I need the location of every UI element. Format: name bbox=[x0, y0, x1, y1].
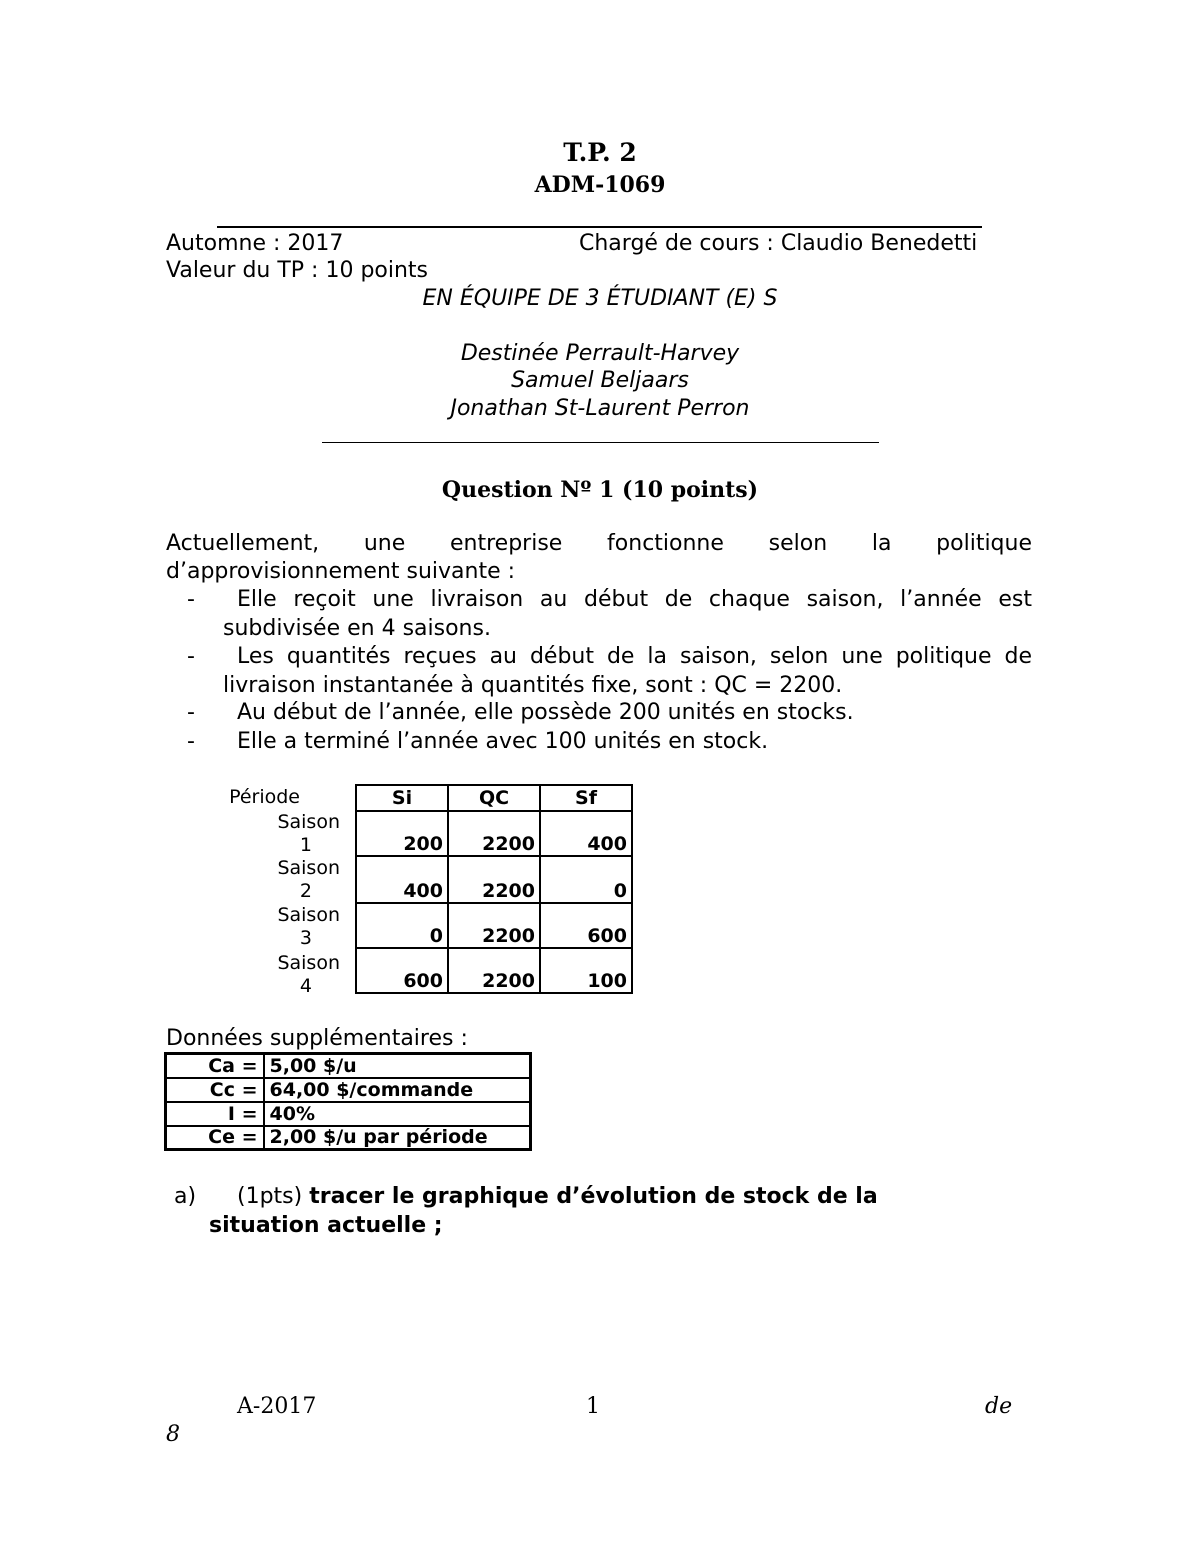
col-header-sf: Sf bbox=[540, 785, 632, 811]
cell-sf: 400 bbox=[540, 811, 632, 856]
table-row bbox=[356, 811, 632, 856]
bullet-2-line-1: Les quantités reçues au début de la saison, selon une politique de bbox=[237, 644, 1032, 669]
period-label-2 bbox=[240, 857, 340, 903]
param-key: I = bbox=[166, 1102, 264, 1126]
cell-si: 0 bbox=[356, 903, 448, 948]
instructor-label: Chargé de cours : Claudio Benedetti bbox=[579, 231, 978, 256]
task-a-marker: a) bbox=[174, 1184, 197, 1209]
cell-si: 600 bbox=[356, 948, 448, 993]
bullet-3-line-1: Au début de l’année, elle possède 200 unités en stocks. bbox=[237, 700, 854, 725]
cell-qc: 2200 bbox=[448, 903, 540, 948]
table-row bbox=[166, 1054, 531, 1078]
param-key: Cc = bbox=[166, 1078, 264, 1102]
task-a-text-1: tracer le graphique d’évolution de stock de la bbox=[309, 1184, 878, 1209]
period-table bbox=[355, 784, 633, 994]
period-label-2-word: Saison bbox=[277, 857, 340, 879]
param-value: 40% bbox=[264, 1102, 531, 1126]
period-label-4-num: 4 bbox=[299, 975, 312, 997]
param-key: Ca = bbox=[166, 1054, 264, 1078]
param-value: 2,00 $/u par période bbox=[264, 1126, 531, 1150]
period-label-3-word: Saison bbox=[277, 904, 340, 926]
period-label-4 bbox=[240, 952, 340, 998]
team-label: EN ÉQUIPE DE 3 ÉTUDIANT (E) S bbox=[422, 286, 778, 311]
bullet-mark-3: - bbox=[187, 700, 195, 725]
member-1: Destinée Perrault-Harvey bbox=[460, 341, 740, 366]
member-2: Samuel Beljaars bbox=[511, 368, 689, 393]
term-label: Automne : 2017 bbox=[166, 231, 344, 256]
header-divider bbox=[217, 226, 982, 228]
period-header-label: Période bbox=[229, 786, 300, 808]
param-value: 64,00 $/commande bbox=[264, 1078, 531, 1102]
bullet-2-line-2: livraison instantanée à quantités fixe, sont : QC = 2200. bbox=[223, 673, 843, 698]
bullet-1-line-1: Elle reçoit une livraison au début de chaque saison, l’année est bbox=[237, 587, 1032, 612]
cell-sf: 100 bbox=[540, 948, 632, 993]
table-row bbox=[356, 856, 632, 903]
period-label-3 bbox=[240, 904, 340, 950]
intro-line-1: Actuellement, une entreprise fonctionne selon la politique bbox=[166, 531, 1032, 556]
cell-si: 200 bbox=[356, 811, 448, 856]
cell-qc: 2200 bbox=[448, 948, 540, 993]
period-label-1-word: Saison bbox=[277, 811, 340, 833]
supplementary-title: Données supplémentaires : bbox=[166, 1026, 468, 1051]
period-label-4-word: Saison bbox=[277, 952, 340, 974]
value-label: Valeur du TP : 10 points bbox=[166, 258, 429, 283]
cell-qc: 2200 bbox=[448, 811, 540, 856]
bullet-mark-1: - bbox=[187, 587, 195, 612]
cell-qc: 2200 bbox=[448, 856, 540, 903]
course-code: ADM-1069 bbox=[534, 172, 666, 198]
footer-total-pages: 8 bbox=[166, 1422, 180, 1447]
footer-page-number: 1 bbox=[586, 1394, 600, 1419]
member-3: Jonathan St-Laurent Perron bbox=[450, 396, 750, 421]
cell-sf: 0 bbox=[540, 856, 632, 903]
table-row bbox=[356, 903, 632, 948]
task-a-line-1 bbox=[237, 1184, 878, 1209]
table-row bbox=[166, 1126, 531, 1150]
period-label-3-num: 3 bbox=[299, 927, 312, 949]
question-title: Question Nº 1 (10 points) bbox=[441, 477, 759, 503]
period-label-1-num: 1 bbox=[299, 834, 312, 856]
period-label-1 bbox=[240, 811, 340, 857]
table-row bbox=[356, 948, 632, 993]
bullet-mark-4: - bbox=[187, 729, 195, 754]
intro-line-2: d’approvisionnement suivante : bbox=[166, 559, 516, 584]
table-row bbox=[166, 1102, 531, 1126]
supplementary-table bbox=[164, 1052, 532, 1151]
bullet-1-line-2: subdivisée en 4 saisons. bbox=[223, 616, 491, 641]
period-label-2-num: 2 bbox=[299, 880, 312, 902]
period-table-header bbox=[356, 785, 632, 811]
document-title: T.P. 2 bbox=[563, 138, 637, 167]
cell-sf: 600 bbox=[540, 903, 632, 948]
members-divider bbox=[322, 442, 879, 443]
bullet-mark-2: - bbox=[187, 644, 195, 669]
table-row bbox=[166, 1078, 531, 1102]
footer-de: de bbox=[985, 1394, 1013, 1419]
col-header-qc: QC bbox=[448, 785, 540, 811]
param-value: 5,00 $/u bbox=[264, 1054, 531, 1078]
col-header-si: Si bbox=[356, 785, 448, 811]
bullet-4-line-1: Elle a terminé l’année avec 100 unités en stock. bbox=[237, 729, 769, 754]
task-a-line-2: situation actuelle ; bbox=[209, 1213, 443, 1238]
cell-si: 400 bbox=[356, 856, 448, 903]
task-a-points: (1pts) bbox=[237, 1184, 303, 1209]
footer-term: A-2017 bbox=[237, 1394, 317, 1419]
param-key: Ce = bbox=[166, 1126, 264, 1150]
